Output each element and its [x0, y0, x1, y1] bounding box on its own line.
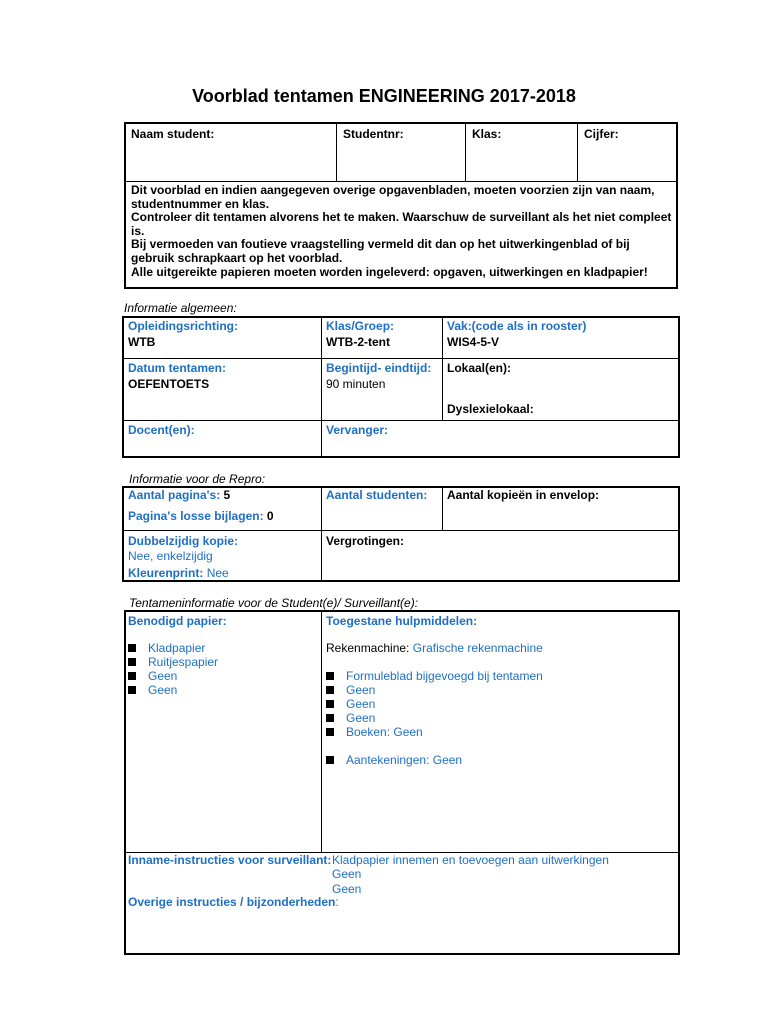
- inname-line-3: Geen: [332, 882, 362, 896]
- bijlagen-label: Pagina's losse bijlagen:: [128, 509, 264, 523]
- vervanger-label: Vervanger:: [326, 423, 389, 437]
- list-item: Ruitjespapier: [128, 655, 218, 669]
- studenten-label: Aantal studenten:: [326, 488, 428, 502]
- bullet-icon: [326, 756, 334, 764]
- bullet-icon: [326, 686, 334, 694]
- opleiding-label: Opleidingsrichting:: [128, 319, 238, 333]
- bullet-icon: [128, 658, 136, 666]
- rekenmachine-row: [326, 641, 543, 655]
- paginas-row: [128, 488, 230, 502]
- hulp-label: Toegestane hulpmiddelen:: [326, 614, 478, 628]
- instructions-block: [131, 184, 673, 279]
- list-item: Kladpapier: [128, 641, 218, 655]
- overige-colon: :: [335, 895, 339, 909]
- bullet-icon: [326, 714, 334, 722]
- instruction-line: Dit voorblad en indien aangegeven overige opgavenbladen, moeten voorzien zijn van naam, studentnummer en klas.: [131, 183, 655, 211]
- kleur-row: [128, 566, 229, 580]
- list-item: Geen: [326, 683, 543, 697]
- studentnr-label: Studentnr:: [343, 127, 404, 141]
- kleur-value: Nee: [206, 566, 229, 580]
- klas-label: Klas:: [472, 127, 502, 141]
- overige-label: Overige instructies / bijzonderheden: [128, 895, 336, 909]
- datum-value: OEFENTOETS: [128, 377, 210, 391]
- list-item: Boeken: Geen: [326, 725, 543, 739]
- inname-line-2: Geen: [332, 867, 362, 881]
- list-item: Formuleblad bijgevoegd bij tentamen: [326, 669, 543, 683]
- papier-list: [128, 641, 218, 697]
- inname-label: Inname-instructies voor surveillant:: [128, 853, 332, 867]
- vak-value: WIS4-5-V: [447, 335, 500, 349]
- inname-line-1: Kladpapier innemen en toevoegen aan uitwerkingen: [332, 853, 609, 867]
- rekenmachine-value: Grafische rekenmachine: [412, 641, 543, 655]
- bullet-icon: [326, 672, 334, 680]
- bijlagen-row: [128, 509, 274, 523]
- algemeen-heading: Informatie algemeen:: [124, 301, 237, 315]
- klasgroep-value: WTB-2-tent: [326, 335, 390, 349]
- cijfer-label: Cijfer:: [584, 127, 619, 141]
- hulp-list: [326, 669, 543, 739]
- naam-student-label: Naam student:: [131, 127, 215, 141]
- opleiding-value: WTB: [128, 335, 156, 349]
- tijd-label: Begintijd- eindtijd:: [326, 361, 432, 375]
- dyslexie-label: Dyslexielokaal:: [447, 402, 534, 416]
- bijlagen-value: 0: [266, 509, 274, 523]
- klasgroep-label: Klas/Groep:: [326, 319, 395, 333]
- kleur-label: Kleurenprint:: [128, 566, 204, 580]
- vergroting-label: Vergrotingen:: [326, 534, 405, 548]
- bullet-icon: [326, 728, 334, 736]
- papier-label: Benodigd papier:: [128, 614, 227, 628]
- bullet-icon: [326, 700, 334, 708]
- tijd-value: 90 minuten: [326, 377, 386, 391]
- datum-label: Datum tentamen:: [128, 361, 227, 375]
- list-item: Geen: [326, 711, 543, 725]
- paginas-label: Aantal pagina's:: [128, 488, 221, 502]
- paginas-value: 5: [223, 488, 231, 502]
- vak-label: Vak:(code als in rooster): [447, 319, 587, 333]
- aantekeningen-item: Aantekeningen: Geen: [326, 753, 462, 767]
- bullet-icon: [128, 644, 136, 652]
- rekenmachine-label: Rekenmachine:: [326, 641, 410, 655]
- instruction-line: Controleer dit tentamen alvorens het te maken. Waarschuw de surveillant als het niet compleet is.: [131, 210, 672, 238]
- docent-label: Docent(en):: [128, 423, 195, 437]
- instruction-line: Alle uitgereikte papieren moeten worden ingeleverd: opgaven, uitwerkingen en kladpapier!: [131, 264, 648, 279]
- bullet-icon: [128, 672, 136, 680]
- dubbel-value: Nee, enkelzijdig: [128, 549, 213, 563]
- list-item: Geen: [326, 697, 543, 711]
- kopieen-label: Aantal kopieën in envelop:: [447, 488, 600, 502]
- lokaal-label: Lokaal(en):: [447, 361, 512, 375]
- overige-row: [128, 895, 339, 909]
- dubbel-label: Dubbelzijdig kopie:: [128, 534, 238, 548]
- list-item: Geen: [128, 669, 218, 683]
- bullet-icon: [128, 686, 136, 694]
- repro-heading: Informatie voor de Repro:: [129, 472, 266, 486]
- instruction-line: Bij vermoeden van foutieve vraagstelling vermeld dit dan op het uitwerkingenblad of bij gebruik schrapkaart op het voorblad.: [131, 237, 630, 265]
- list-item: Geen: [128, 683, 218, 697]
- page-title: Voorblad tentamen ENGINEERING 2017-2018: [192, 86, 576, 106]
- student-heading: Tentameninformatie voor de Student(e)/ Surveillant(e):: [129, 596, 419, 610]
